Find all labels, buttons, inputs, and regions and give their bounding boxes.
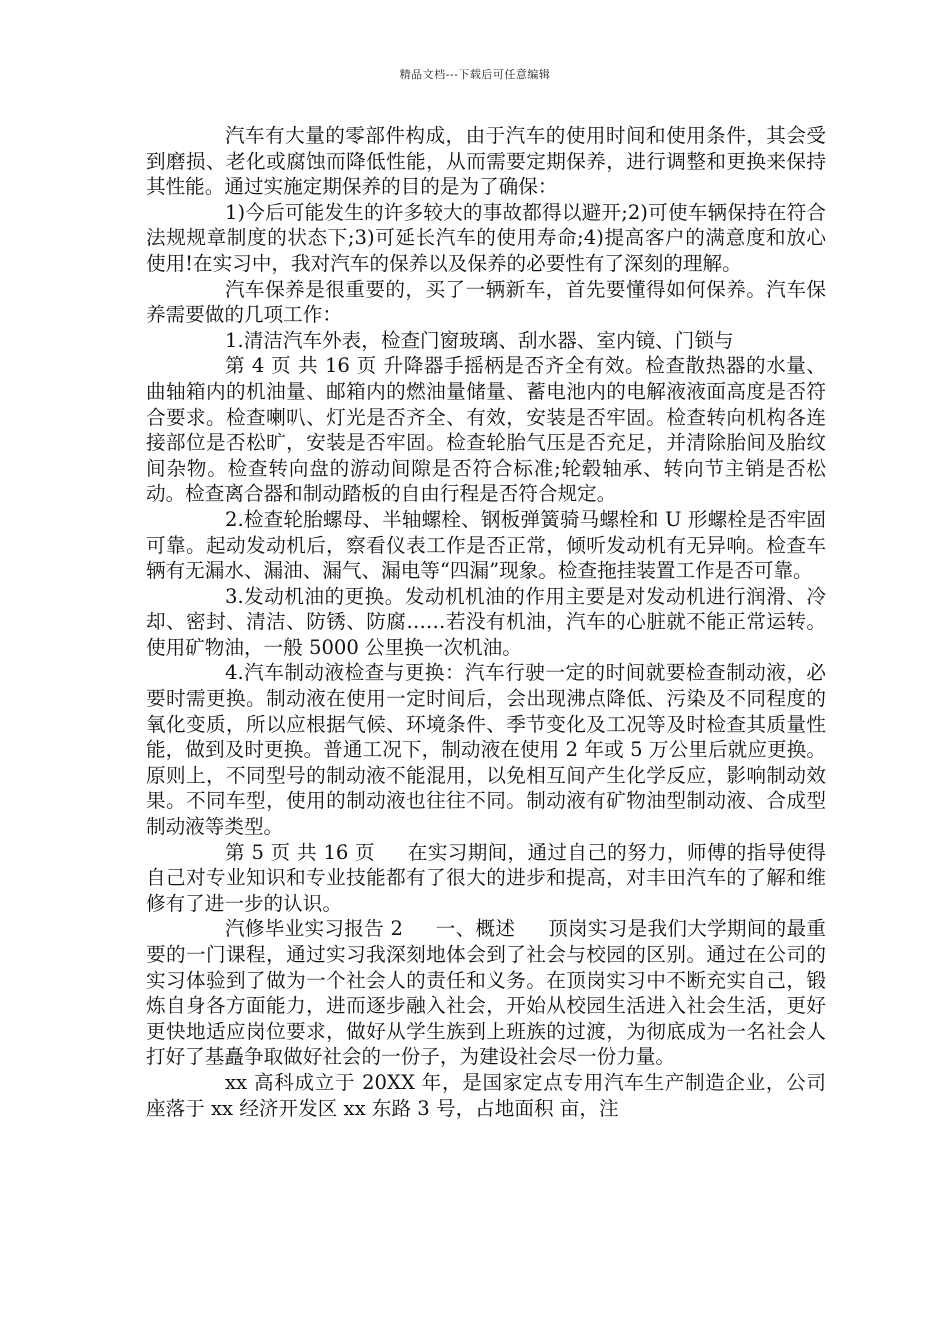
paragraph-maintenance-purposes: 1)今后可能发生的许多较大的事故都得以避开;2)可使车辆保持在符合法规规章制度的状态下;3)可延长汽车的使用寿命;4)提高客户的满意度和放心使用!在实习中，我对汽车的保养以及保养的必要性有了深刻的理解。	[146, 200, 826, 275]
paragraph-company-intro: xx 高科成立于 20XX 年，是国家定点专用汽车生产制造企业，公司座落于 xx 经济开发区 xx 东路 3 号，占地面积 亩，注	[146, 1070, 826, 1120]
paragraph-task-1-continued: 第 4 页 共 16 页 升降器手摇柄是否齐全有效。检查散热器的水量、曲轴箱内的机油量、邮箱内的燃油量储量、蓄电池内的电解液液面高度是否符合要求。检查喇叭、灯光是否齐全、有效，安装是否牢固。检查转向机构各连接部位是否松旷，安装是否牢固。检查轮胎气压是否充足，并清除胎间及胎纹间杂物。检查转向盘的游动间隙是否符合标准;轮毂轴承、转向节主销是否松动。检查离合器和制动踏板的自由行程是否符合规定。	[146, 354, 826, 506]
paragraph-maintenance-intro: 汽车有大量的零部件构成，由于汽车的使用时间和使用条件，其会受到磨损、老化或腐蚀而降低性能，从而需要定期保养，进行调整和更换来保持其性能。通过实施定期保养的目的是为了确保：	[146, 124, 826, 199]
paragraph-task-2: 2.检查轮胎螺母、半轴螺栓、钢板弹簧骑马螺栓和 U 形螺栓是否牢固可靠。起动发动机后，察看仪表工作是否正常，倾听发动机有无异响。检查车辆有无漏水、漏油、漏气、漏电等“四漏”现象。检查拖挂装置工作是否可靠。	[146, 507, 826, 583]
paragraph-maintenance-importance: 汽车保养是很重要的，买了一辆新车，首先要懂得如何保养。汽车保养需要做的几项工作：	[146, 277, 826, 327]
paragraph-task-4: 4.汽车制动液检查与更换：汽车行驶一定的时间就要检查制动液，必要时需更换。制动液在使用一定时间后，会出现沸点降低、污染及不同程度的氧化变质，所以应根据气候、环境条件、季节变化及工况等及时检查其质量性能，做到及时更换。普通工况下，制动液在使用 2 年或 5 万公里后就应更换。原则上，不同型号的制动液不能混用，以免相互间产生化学反应，影响制动效果。不同车型，使用的制动液也往往不同。制动液有矿物油型制动液、合成型制动液等类型。	[146, 661, 826, 839]
paragraph-task-1-start: 1.清洁汽车外表，检查门窗玻璃、刮水器、室内镜、门锁与	[225, 328, 734, 352]
paragraph-task-3: 3.发动机油的更换。发动机机油的作用主要是对发动机进行润滑、冷却、密封、清洁、防锈、防腐……若没有机油，汽车的心脏就不能正常运转。使用矿物油，一般 5000 公里换一次机油。	[146, 584, 826, 659]
page-header: 精品文档---下载后可任意编辑	[399, 68, 551, 81]
paragraph-internship-summary: 第 5 页 共 16 页 在实习期间，通过自己的努力，师傅的指导使得自己对专业知识和专业技能都有了很大的进步和提高，对丰田汽车的了解和维修有了进一步的认识。	[146, 840, 826, 915]
document-body	[146, 123, 826, 1121]
paragraph-report-2-overview: 汽修毕业实习报告 2 一、概述 顶岗实习是我们大学期间的最重要的一门课程，通过实习我深刻地体会到了社会与校园的区别。通过在公司的实习体验到了做为一个社会人的责任和义务。在顶岗实习中不断充实自己，锻炼自身各方面能力，进而逐步融入社会，开始从校园生活进入社会生活，更好更快地适应岗位要求，做好从学生族到上班族的过渡，为彻底成为一名社会人打好了基矗争取做好社会的一份子，为建设社会尽一份力量。	[146, 917, 826, 1069]
